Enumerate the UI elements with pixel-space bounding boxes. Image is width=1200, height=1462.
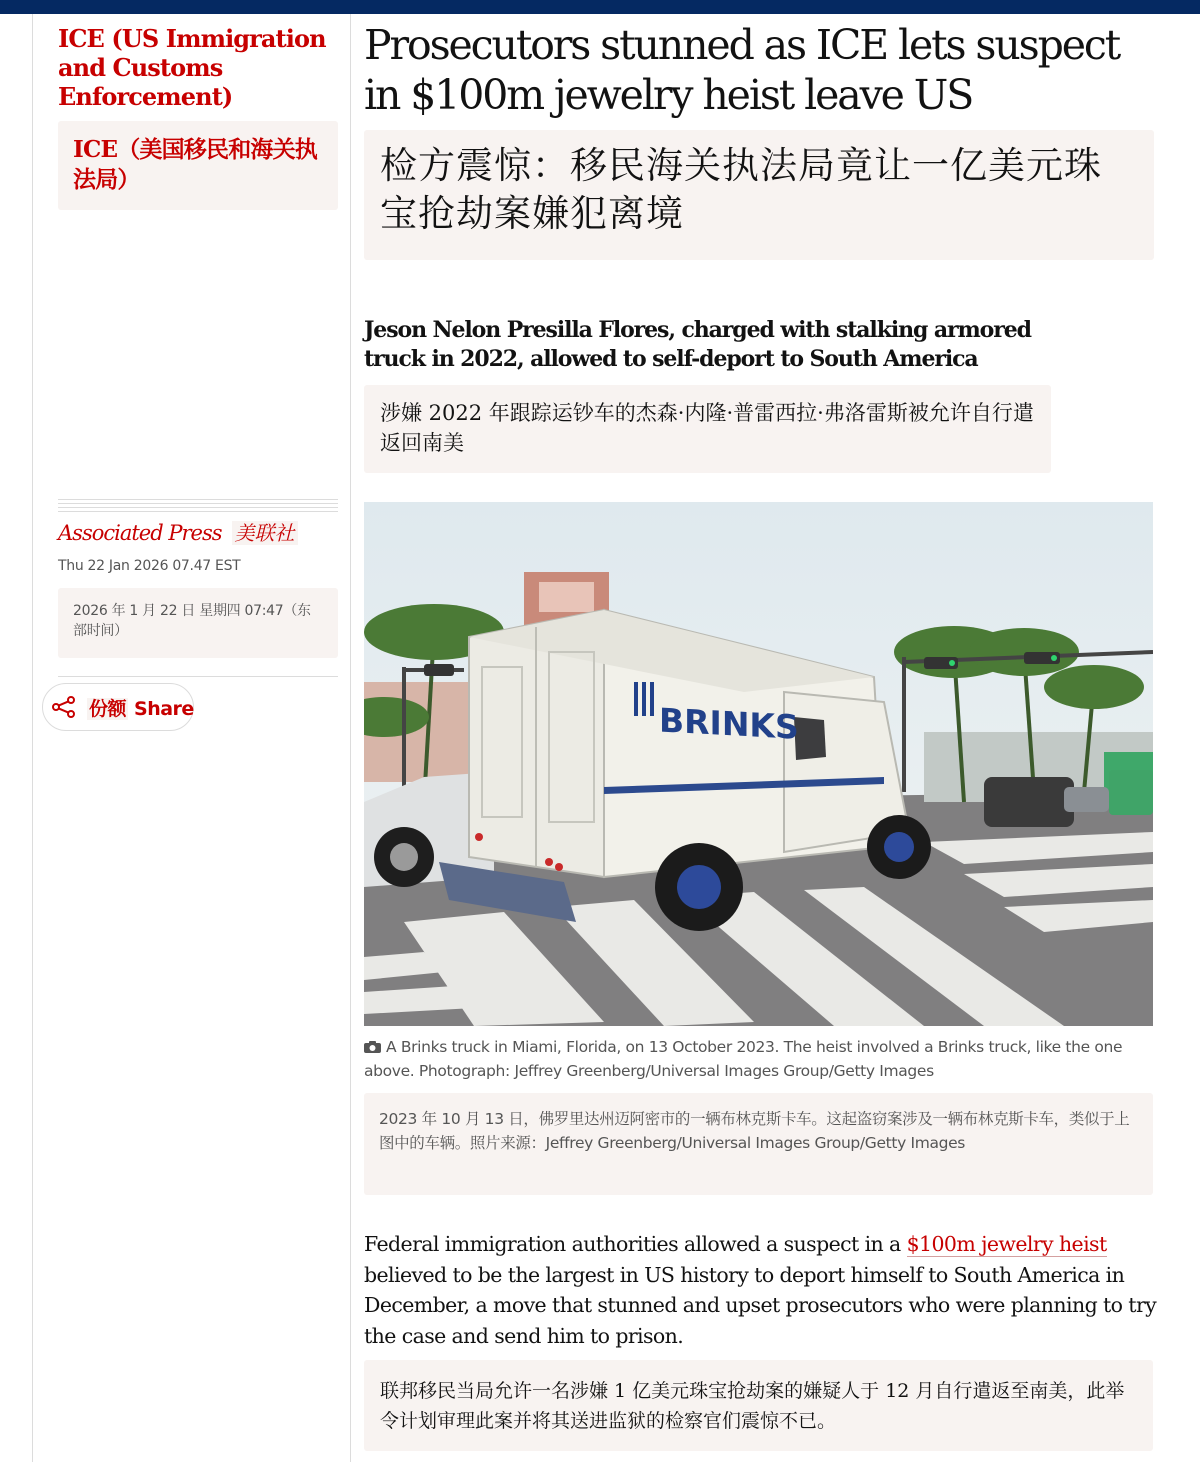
share-label-text: Share bbox=[134, 697, 194, 720]
article-header bbox=[364, 20, 1154, 260]
image-caption bbox=[364, 1035, 1154, 1083]
byline bbox=[58, 518, 338, 548]
article-main-image[interactable] bbox=[364, 502, 1153, 1026]
share-label bbox=[87, 694, 194, 721]
image-caption-translation: 2023 年 10 月 13 日，佛罗里达州迈阿密市的一辆布林克斯卡车。这起盗窃案涉及一辆布林克斯卡车，类似于上图中的车辆。照片来源：Jeffrey Greenberg/Universal Images Group/Getty Images bbox=[364, 1093, 1153, 1195]
section-kicker-link[interactable]: ICE (US Immigration and Customs Enforcement) bbox=[58, 24, 326, 111]
publish-date: Thu 22 Jan 2026 07.47 EST bbox=[58, 558, 241, 574]
top-brand-bar bbox=[0, 0, 1200, 14]
jewelry-heist-link[interactable]: $100m jewelry heist bbox=[906, 1232, 1107, 1256]
meta-divider-rules bbox=[58, 499, 338, 515]
section-kicker bbox=[58, 24, 338, 210]
paragraph-text-end: believed to be the largest in US history to deport himself to South America in December, a move that stunned and upset prosecutors who were planning to try the case and send him to prison. bbox=[364, 1262, 1157, 1348]
byline-translation: 美联社 bbox=[232, 521, 298, 545]
main-column-divider bbox=[350, 14, 351, 1462]
article-standfirst: Jeson Nelon Presilla Flores, charged with stalking armored truck in 2022, allowed to self-deport to South America bbox=[364, 317, 1031, 372]
image-caption-text: A Brinks truck in Miami, Florida, on 13 October 2023. The heist involved a Brinks truck, like the one above. Photograph: Jeffrey Greenberg/Universal Images Group/Getty Images bbox=[364, 1038, 1123, 1080]
share-button[interactable] bbox=[42, 683, 194, 731]
share-label-translation: 份额 bbox=[89, 697, 127, 720]
article-headline: Prosecutors stunned as ICE lets suspect in $100m jewelry heist leave US bbox=[364, 21, 1120, 119]
article-body-paragraph bbox=[364, 1229, 1164, 1351]
left-column-divider bbox=[32, 14, 33, 1462]
article-body-paragraph-translation: 联邦移民当局允许一名涉嫌 1 亿美元珠宝抢劫案的嫌疑人于 12 月自行遣返至南美，此举令计划审理此案并将其送进监狱的检察官们震惊不已。 bbox=[364, 1360, 1153, 1451]
article-headline-translation: 检方震惊：移民海关执法局竟让一亿美元珠宝抢劫案嫌犯离境 bbox=[364, 130, 1154, 260]
byline-author-link[interactable]: Associated Press bbox=[58, 521, 222, 545]
truck-brand-text: BRINKS bbox=[659, 700, 799, 747]
share-icon bbox=[49, 693, 77, 721]
publish-date-translation: 2026 年 1 月 22 日 星期四 07:47（东部时间） bbox=[58, 588, 338, 658]
camera-icon bbox=[364, 1036, 382, 1048]
article-standfirst-translation: 涉嫌 2022 年跟踪运钞车的杰森·内隆·普雷西拉·弗洛雷斯被允许自行遣返回南美 bbox=[364, 385, 1051, 473]
meta-bottom-divider bbox=[58, 676, 338, 677]
paragraph-text-start: Federal immigration authorities allowed a suspect in a bbox=[364, 1232, 907, 1256]
section-kicker-translation: ICE（美国移民和海关执法局） bbox=[58, 121, 338, 210]
